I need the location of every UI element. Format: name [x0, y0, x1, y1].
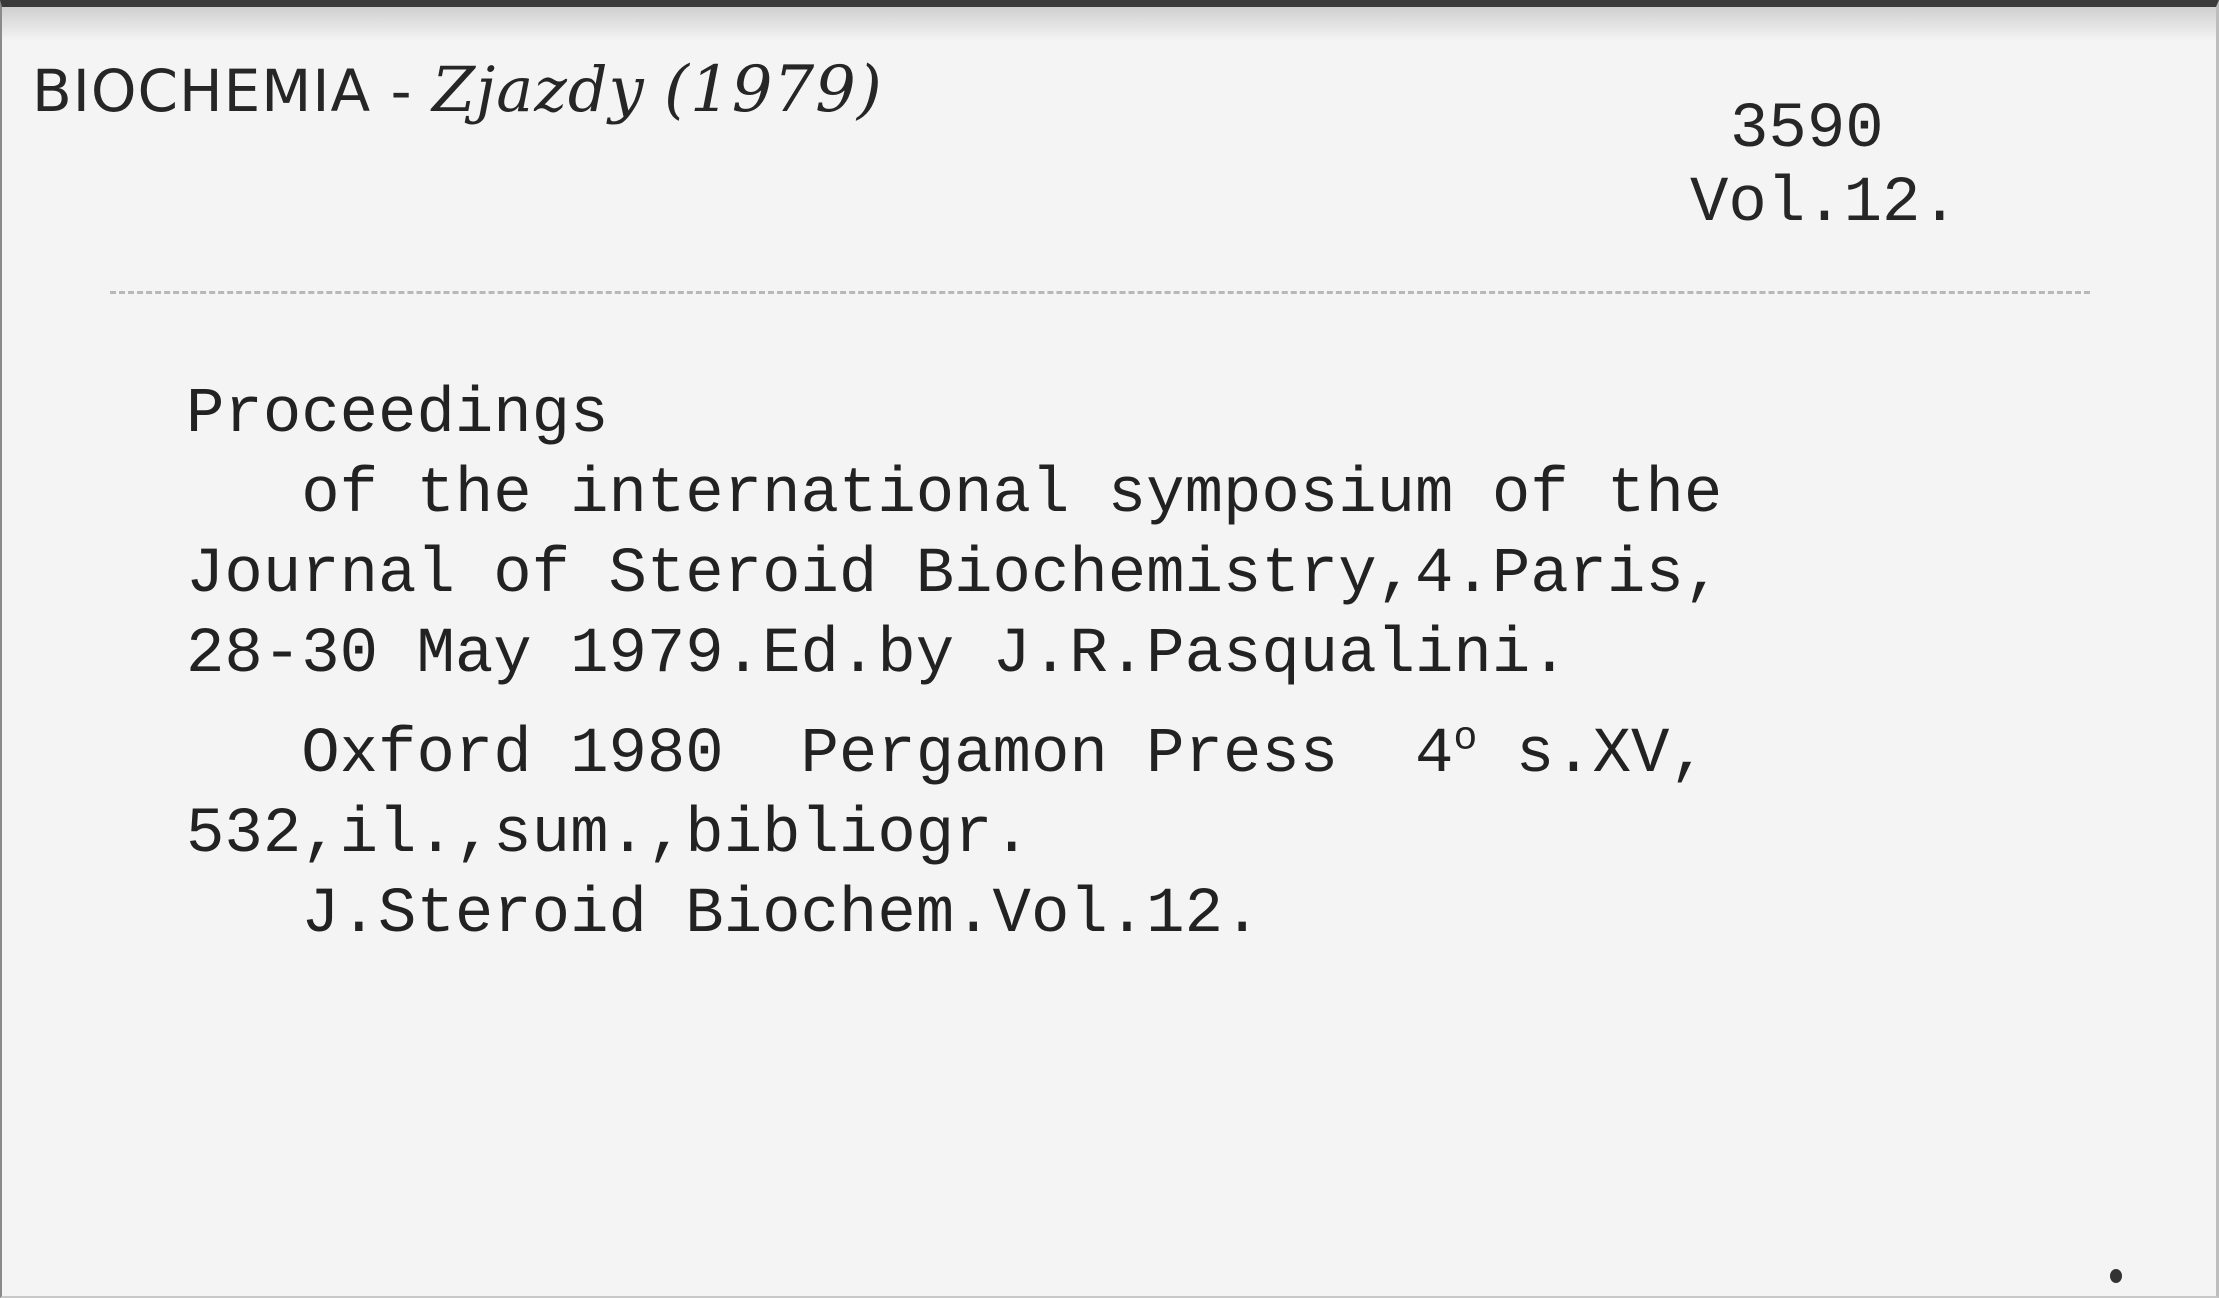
subject-heading	[32, 53, 883, 127]
call-number-block	[1690, 93, 1959, 241]
call-number: 3590	[1730, 94, 1884, 166]
entry-line-3: 28-30 May 1979.Ed.by J.R.Pasqualini.	[186, 619, 1569, 691]
series-line: J.Steroid Biochem.Vol.12.	[186, 879, 1262, 951]
entry-line-2: Journal of Steroid Biochemistry,4.Paris,	[186, 539, 1723, 611]
year-label: (1979)	[664, 53, 883, 127]
heading-dash: -	[390, 57, 413, 125]
subdivision-label: Zjazdy	[431, 53, 645, 126]
subject-label: BIOCHEMIA	[32, 57, 372, 125]
bibliographic-entry	[186, 375, 1722, 955]
imprint-line	[186, 715, 1722, 795]
entry-line-1: of the international symposium of the	[186, 459, 1723, 531]
entry-title: Proceedings	[186, 379, 609, 451]
ink-dot	[2110, 1269, 2122, 1283]
imprint-place: Oxford 1980 Pergamon Press 4	[186, 719, 1454, 791]
imprint-tail: s.XV,	[1477, 719, 1708, 791]
volume-label: Vol.12.	[1690, 168, 1959, 240]
card-top-shadow	[2, 7, 2216, 41]
collation-line: 532,il.,sum.,bibliogr.	[186, 799, 1031, 871]
format-degree: o	[1453, 716, 1478, 762]
divider-line	[110, 291, 2090, 294]
